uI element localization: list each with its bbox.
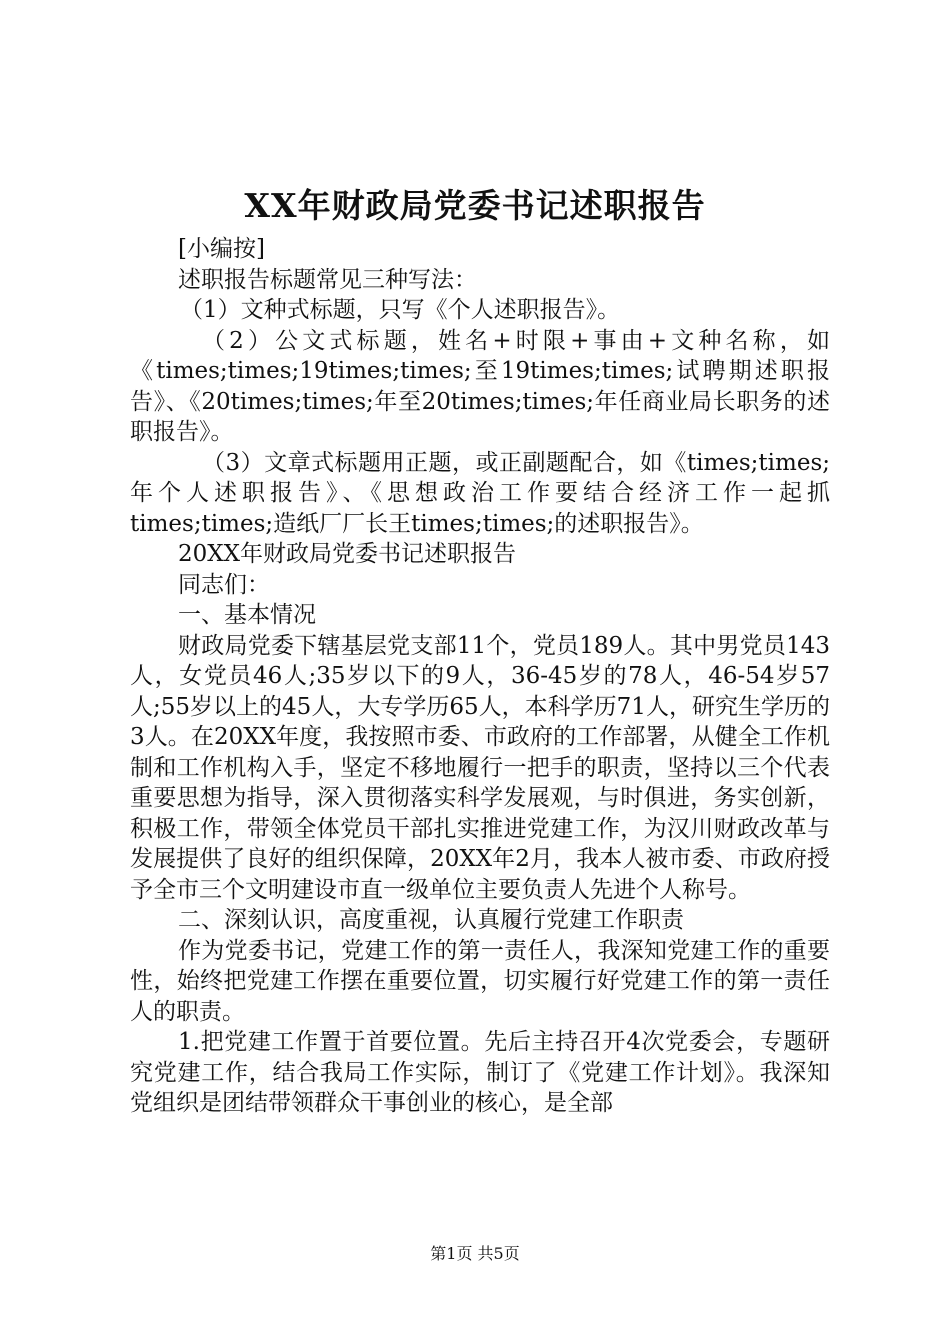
paragraph: 1.把党建工作置于首要位置。先后主持召开4次党委会，专题研究党建工作，结合我局工作实际，制订了《党建工作计划》。我深知党组织是团结带领群众干事创业的核心，是全部 [130,1029,830,1116]
paragraph: 述职报告标题常见三种写法： [178,266,477,293]
paragraph: 财政局党委下辖基层党支部11个，党员189人。其中男党员143人，女党员46人;35岁以下的9人，36-45岁的78人，46-54岁57人;55岁以上的45人，大专学历65人，本科学历71人，研究生学历的3人。在20XX年度，我按照市委、市政府的工作部署，从健全工作机制和工作机构入手，坚定不移地履行一把手的职责，坚持以三个代表重要思想为指导，深入贯彻落实科学发展观，与时俱进，务实创新，积极工作，带领全体党员干部扎实推进党建工作，为汉川财政改革与发展提供了良好的组织保障，20XX年2月，我本人被市委、市政府授予全市三个文明建设市直一级单位主要负责人先进个人称号。 [130,632,830,903]
paragraph: 20XX年财政局党委书记述职报告 [178,541,517,567]
paragraph: （1）文种式标题，只写《个人述职报告》。 [180,297,621,323]
paragraph: （2）公文式标题，姓名+时限+事由+文种名称，如《times;times;19times;times;至19times;times;试聘期述职报告》、《20times;times;年至20times;times;年任商业局长职务的述职报告》。 [130,327,830,445]
section-heading: 二、深刻认识，高度重视，认真履行党建工作职责 [178,907,684,933]
paragraph: [小编按] [178,236,265,262]
page-title: XX年财政局党委书记述职报告 [244,186,706,225]
document-body [130,234,830,1119]
paragraph: 同志们： [178,571,270,598]
section-heading: 一、基本情况 [178,602,316,628]
page-footer: 第1页 共5页 [430,1244,520,1263]
paragraph: （3）文章式标题用正题，或正副题配合，如《times;times;年个人述职报告》、《思想政治工作要结合经济工作一起抓times;times;造纸厂厂长王times;times;的述职报告》。 [130,449,830,537]
paragraph: 作为党委书记，党建工作的第一责任人，我深知党建工作的重要性，始终把党建工作摆在重要位置，切实履行好党建工作的第一责任人的职责。 [130,937,830,1025]
